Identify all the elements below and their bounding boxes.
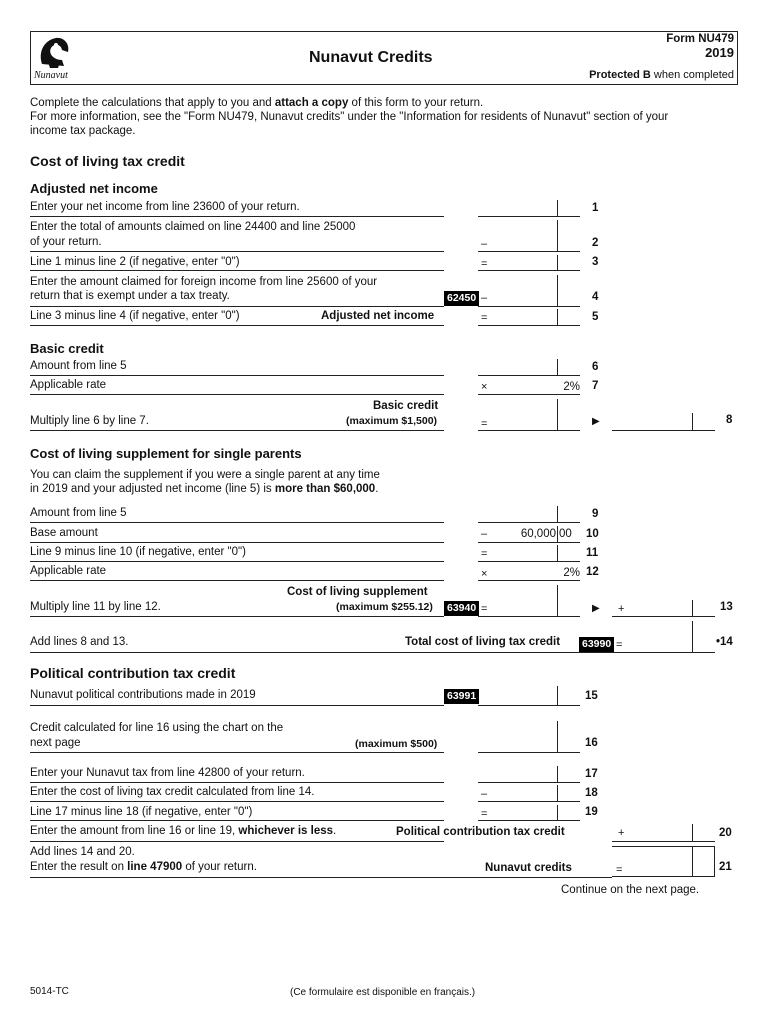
footer-french: (Ce formulaire est disponible en français.) <box>290 987 476 998</box>
line-6-text: Amount from line 5 <box>30 360 127 372</box>
line-13-field[interactable] <box>612 616 715 617</box>
line-13-number: 13 <box>720 601 733 613</box>
supplement-note-1: You can claim the supplement if you were a single parent at any time <box>30 469 380 481</box>
page-title: Nunavut Credits <box>309 49 433 66</box>
footer-code: 5014-TC <box>30 986 69 997</box>
line-13-operator-plus: + <box>618 603 625 615</box>
line-13-code: 63940 <box>444 601 479 616</box>
line-15-text: Nunavut political contributions made in 2019 <box>30 689 256 701</box>
line-17-text: Enter your Nunavut tax from line 42800 of your return. <box>30 767 305 779</box>
line-21-field[interactable] <box>612 846 715 877</box>
heading-adjusted-net-income: Adjusted net income <box>30 181 158 196</box>
line-10-operator: – <box>481 528 488 540</box>
line-19-text: Line 17 minus line 18 (if negative, enter "0") <box>30 806 253 818</box>
line-10-number: 10 <box>586 528 599 540</box>
section-heading-col: Cost of living tax credit <box>30 153 185 169</box>
line-14-number: •14 <box>716 636 733 648</box>
line-3-number: 3 <box>592 256 599 268</box>
line-21-number: 21 <box>719 861 732 873</box>
protected-suffix: when completed <box>653 69 734 81</box>
line-8-label-max: (maximum $1,500) <box>346 415 438 427</box>
protected-b-label: Protected B <box>589 69 651 81</box>
note-text: in 2019 and your adjusted net income (line 5) is <box>30 483 275 495</box>
line-9-text: Amount from line 5 <box>30 507 127 519</box>
line-11-text: Line 9 minus line 10 (if negative, enter "0") <box>30 546 246 558</box>
intro-line-1 <box>30 97 483 109</box>
line-8-label: Basic credit <box>373 400 439 412</box>
line-4-code: 62450 <box>444 291 479 306</box>
line-17-number: 17 <box>585 768 598 780</box>
arrow-right-icon: ▶ <box>592 416 600 427</box>
intro-bold: attach a copy <box>274 97 349 109</box>
line-10-text: Base amount <box>30 527 98 539</box>
line-2-text: Enter the total of amounts claimed on line 24400 and line 25000 <box>30 221 356 233</box>
line-12-operator: × <box>481 568 488 580</box>
line-7-operator: × <box>481 381 488 393</box>
line-14-code: 63990 <box>579 637 614 652</box>
line-21-label: Nunavut credits <box>485 862 572 874</box>
line-7-number: 7 <box>592 380 599 392</box>
line-18-number: 18 <box>585 787 598 799</box>
line-14-label: Total cost of living tax credit <box>405 636 561 648</box>
line-20-text <box>30 825 336 837</box>
line-5-number: 5 <box>592 311 599 323</box>
intro-line-2: For more information, see the "Form NU479, Nunavut credits" under the "Information for residents of Nunavut" section of your <box>30 111 669 123</box>
line-1-text: Enter your net income from line 23600 of your return. <box>30 201 300 213</box>
line-21-text-bold: line 47900 <box>127 861 183 873</box>
line-8-text: Multiply line 6 by line 7. <box>30 415 149 427</box>
line-19-operator: = <box>481 808 488 820</box>
intro-text: Complete the calculations that apply to you and <box>30 97 275 109</box>
line-6-field[interactable] <box>478 375 580 376</box>
line-8-number: 8 <box>726 414 733 426</box>
line-16-label-max: (maximum $500) <box>355 738 438 750</box>
line-1-number: 1 <box>592 202 599 214</box>
line-13-label: Cost of living supplement <box>287 586 428 598</box>
line-5-operator: = <box>481 312 488 324</box>
continue-note: Continue on the next page. <box>561 884 700 896</box>
line-11-operator: = <box>481 548 488 560</box>
line-20-label: Political contribution tax credit <box>396 826 565 838</box>
line-3-field[interactable] <box>478 270 580 271</box>
line-6-number: 6 <box>592 361 599 373</box>
line-18-field[interactable] <box>478 801 580 802</box>
line-13-text: Multiply line 11 by line 12. <box>30 601 161 613</box>
line-20-text-part: . <box>333 825 337 837</box>
line-18-text: Enter the cost of living tax credit calculated from line 14. <box>30 786 315 798</box>
line-7-text: Applicable rate <box>30 379 107 391</box>
note-text: . <box>375 483 379 495</box>
heading-basic-credit: Basic credit <box>30 341 104 356</box>
protected-status <box>589 69 734 81</box>
line-20-field[interactable] <box>612 841 715 842</box>
line-7-value: 2% <box>563 381 580 393</box>
heading-political: Political contribution tax credit <box>30 665 236 681</box>
line-12-number: 12 <box>586 566 599 578</box>
line-16-text: next page <box>30 737 81 749</box>
line-3-text: Line 1 minus line 2 (if negative, enter "0") <box>30 256 240 268</box>
line-15-field[interactable] <box>478 705 580 706</box>
line-17-field[interactable] <box>478 782 580 783</box>
logo-text: Nunavut <box>34 70 68 81</box>
line-9-field[interactable] <box>478 522 580 523</box>
arrow-right-icon: ▶ <box>592 603 600 614</box>
line-14-operator: = <box>616 639 623 651</box>
form-year: 2019 <box>705 45 734 60</box>
line-4-text: Enter the amount claimed for foreign income from line 25600 of your <box>30 276 378 288</box>
heading-supplement: Cost of living supplement for single parents <box>30 446 302 461</box>
line-2-text: of your return. <box>30 236 102 248</box>
line-16-text: Credit calculated for line 16 using the chart on the <box>30 722 284 734</box>
line-20-number: 20 <box>719 827 732 839</box>
line-8-field[interactable] <box>612 430 715 431</box>
line-5-label: Adjusted net income <box>321 310 435 322</box>
line-21-text-part: Enter the result on <box>30 861 128 873</box>
line-19-field[interactable] <box>478 820 580 821</box>
line-12-text: Applicable rate <box>30 565 107 577</box>
line-21-operator: = <box>616 864 623 876</box>
note-bold: more than $60,000 <box>274 483 376 495</box>
line-4-text: return that is exempt under a tax treaty. <box>30 290 230 302</box>
line-9-number: 9 <box>592 508 599 520</box>
line-11-field[interactable] <box>478 561 580 562</box>
line-16-field[interactable] <box>478 752 580 753</box>
line-14-text: Add lines 8 and 13. <box>30 636 129 648</box>
line-10-value: 60,000 <box>520 528 556 540</box>
supplement-note-2 <box>30 483 378 495</box>
line-4-number: 4 <box>592 291 599 303</box>
intro-text: of this form to your return. <box>348 97 484 109</box>
line-21-text <box>30 861 257 873</box>
line-16-number: 16 <box>585 737 598 749</box>
form-number: Form NU479 <box>666 33 734 45</box>
line-4-operator: – <box>481 292 488 304</box>
line-5-text: Line 3 minus line 4 (if negative, enter "0") <box>30 310 240 322</box>
line-4-field[interactable] <box>478 306 580 307</box>
line-11-number: 11 <box>586 547 599 559</box>
line-10-cents: 00 <box>559 528 572 540</box>
line-15-code: 63991 <box>444 689 479 704</box>
line-13-operator: = <box>481 603 488 615</box>
line-19-number: 19 <box>585 806 598 818</box>
line-8-operator: = <box>481 418 488 430</box>
line-2-operator: – <box>481 238 488 250</box>
intro-line-3: income tax package. <box>30 125 136 137</box>
line-2-field[interactable] <box>478 251 580 252</box>
line-21-text-part: of your return. <box>182 861 257 873</box>
line-3-operator: = <box>481 258 488 270</box>
line-13-label-max: (maximum $255.12) <box>336 601 433 613</box>
line-1-field[interactable] <box>478 216 580 217</box>
line-20-text-part: Enter the amount from line 16 or line 19, <box>30 825 239 837</box>
line-15-number: 15 <box>585 690 598 702</box>
line-12-value: 2% <box>563 567 580 579</box>
line-20-operator: + <box>618 827 625 839</box>
line-21-text: Add lines 14 and 20. <box>30 846 135 858</box>
line-18-operator: – <box>481 788 488 800</box>
line-14-field[interactable] <box>612 652 715 653</box>
line-5-field[interactable] <box>478 325 580 326</box>
line-20-text-bold: whichever is less <box>238 825 334 837</box>
line-2-number: 2 <box>592 237 599 249</box>
